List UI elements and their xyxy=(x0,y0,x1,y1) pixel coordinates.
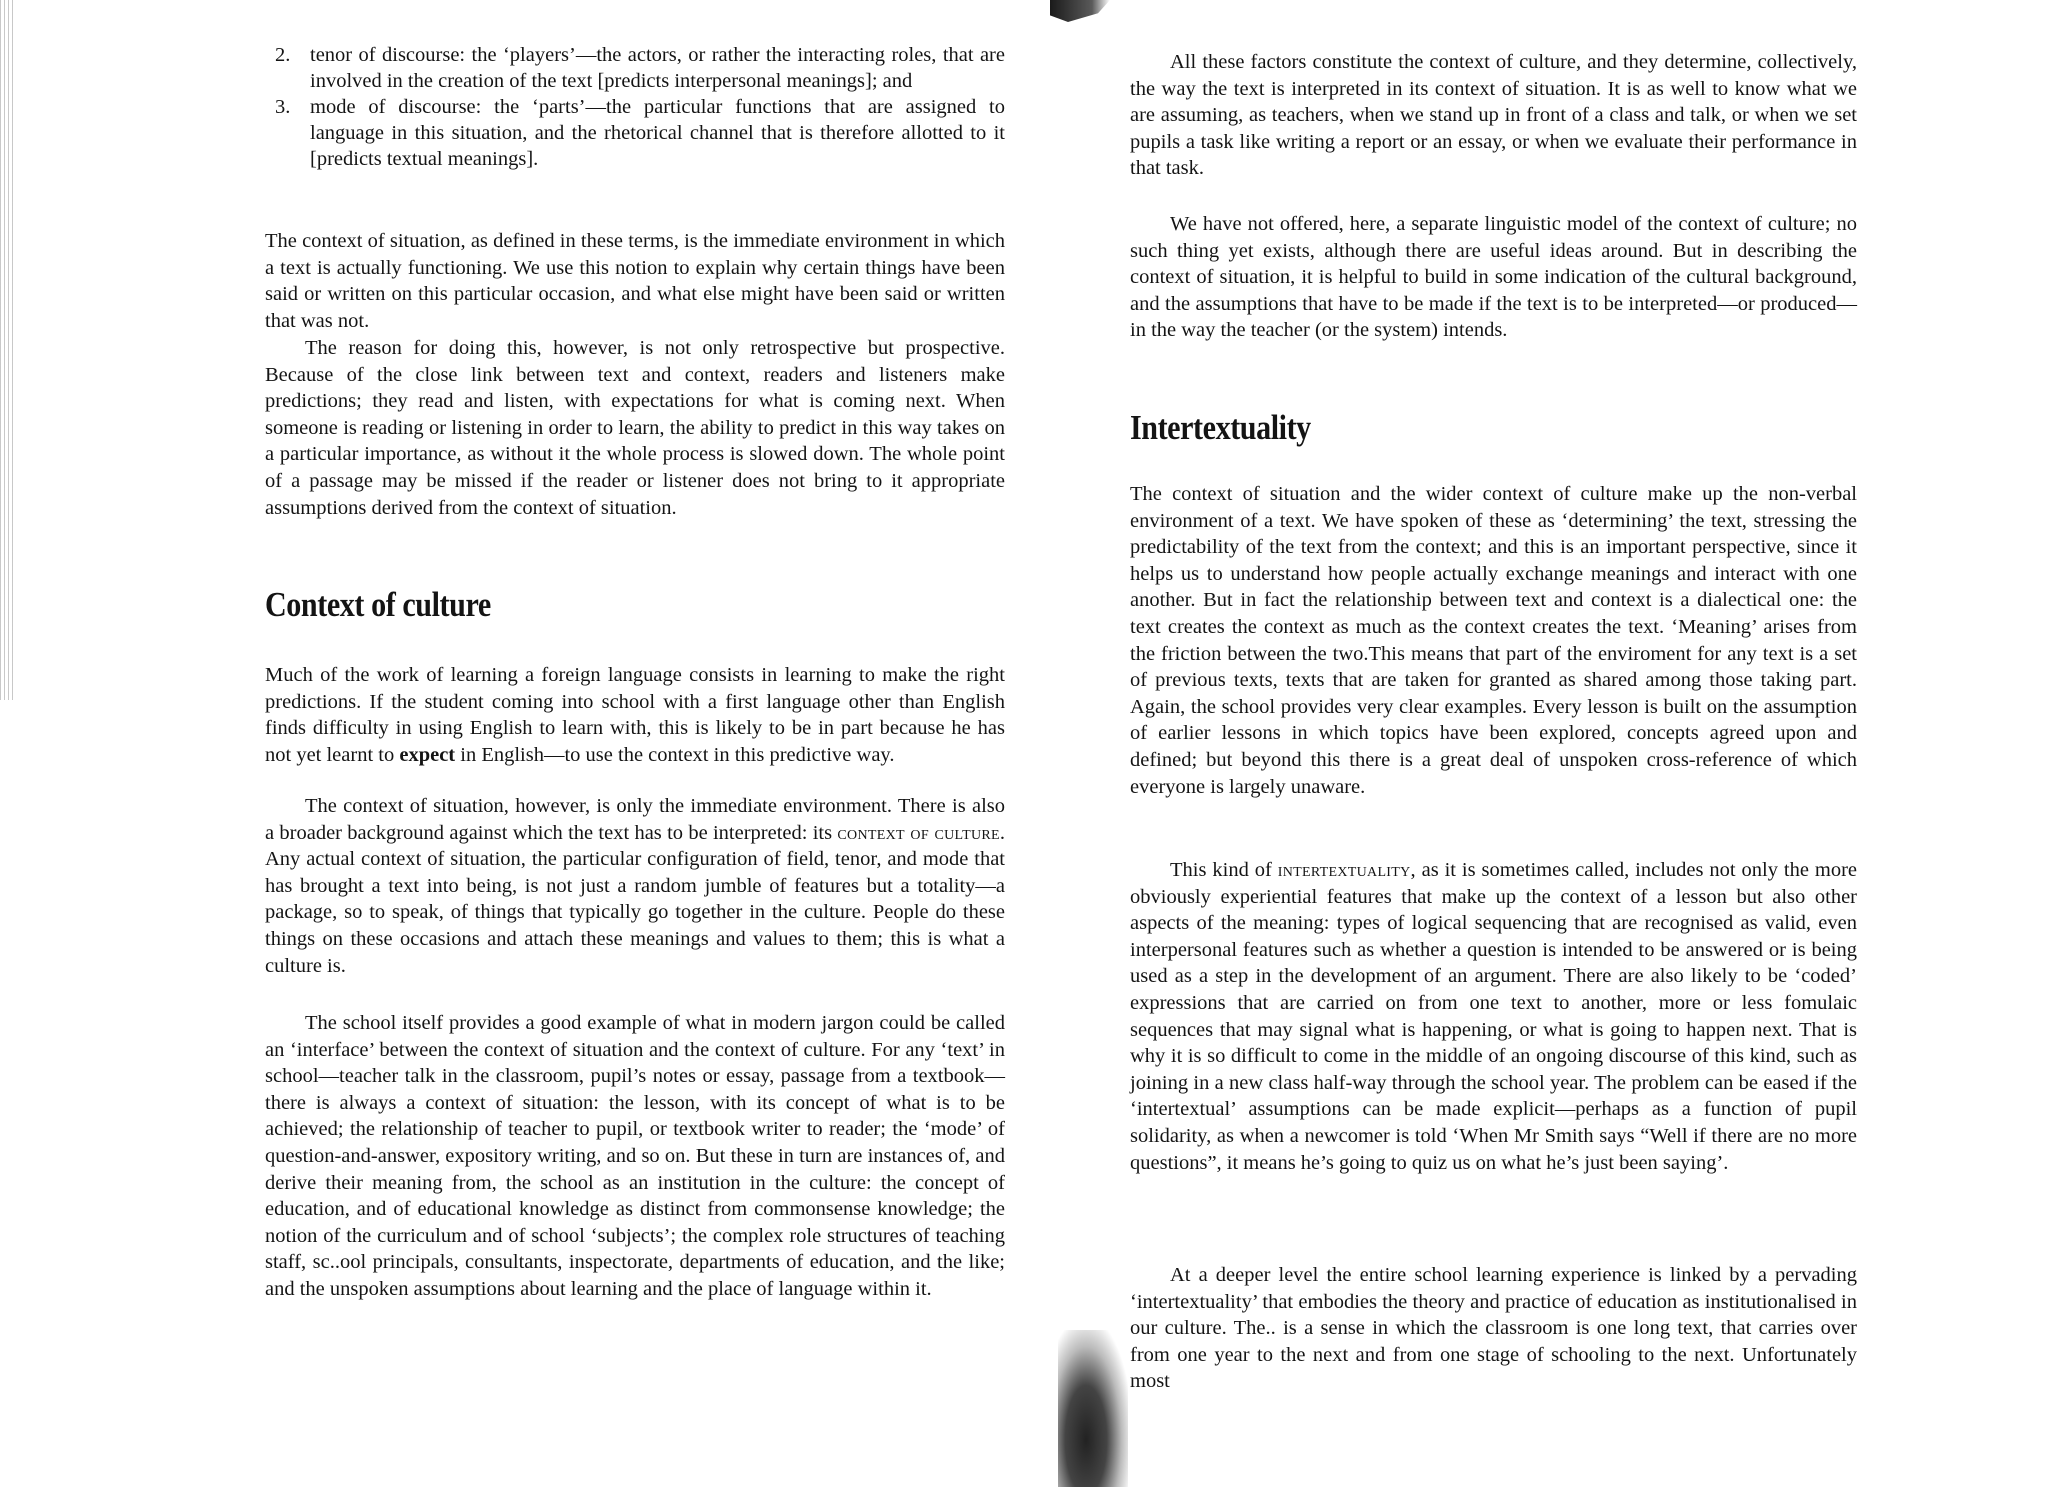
paragraph-deeper-level: At a deeper level the entire school learning experience is linked by a pervading ‘intertextuality’ that embodies the theory and practice of education as institutionalised in our culture. The.. is a sense in which the classroom is one long text, that carries over from one year to the next and from one stage of schooling to the next. Unfortunately most xyxy=(1130,1264,1857,1393)
list-item-3 xyxy=(265,94,1005,172)
list-item-2 xyxy=(265,42,1005,94)
paragraph-foreign-language: Much of the work of learning a foreign language consists in learning to make the right predictions. If the student coming into school with a first language other than English finds difficulty in using English to learn with, this is likely to be in part because he has not yet learnt to expect in English—to use the context in this predictive way. xyxy=(265,664,1005,766)
paragraph-context-of-situation: The context of situation, as defined in these terms, is the immediate environment in which a text is actually functioning. We use this notion to explain why certain things have been said or written on this particular occasion, and what else might have been said or written that was not. xyxy=(265,230,1005,332)
heading-context-of-culture: Context of culture xyxy=(265,585,491,624)
paragraph-non-verbal-environment: The context of situation and the wider context of culture make up the non-verbal environment of a text. We have spoken of these as ‘determining’ the text, stressing the predictability of the text from the context; and this is an important perspective, since it helps us to understand how people actually exchange meanings and interact with one another. But in fact the relationship between text and context is a dialectical one: the text creates the context as much as the context creates the text. ‘Meaning’ arises from the friction between the two.This means that part of the enviroment for any text is a set of previous texts, texts that are taken for granted as shared among those taking part. Again, the school provides very clear examples. Every lesson is built on the assumption of earlier lessons in which topics have been explored, concepts agreed upon and defined; but beyond this there is a great deal of unspoken cross-reference of which everyone is largely unaware. xyxy=(1130,483,1857,798)
heading-intertextuality: Intertextuality xyxy=(1130,408,1311,447)
emphasis-expect: expect xyxy=(399,743,456,766)
paragraph-broader-background: The context of situation, however, is only the immediate environment. There is also a broader background against which the text has to be interpreted: its context of culture. Any actual context of situation, the particular configuration of field, tenor, and mode that has brought a text into being, is not just a random jumble of features but a totality—a package, so to speak, of things that typically go together in the culture. People do these things on these occasions and attach these meanings and values to them; this is what a culture is. xyxy=(265,795,1006,977)
list-number: 3. xyxy=(275,96,291,118)
gutter-smudge xyxy=(1058,1330,1128,1487)
paragraph-school-interface: The school itself provides a good example of what in modern jargon could be called an ‘interface’ between the context of situation and the context of culture. For any ‘text’ in school—teacher talk in the classroom, pupil’s notes or essay, passage from a textbook—there is always a context of situation: the lesson, with its concept of what is to be achieved; the relationship of teacher to pupil, or textbook writer to reader; the ‘mode’ of question-and-answer, expository writing, and so on. But these in turn are instances of, and derive their meaning from, the school as an institution in the culture: the concept of education, and of educational knowledge as distinct from commonsense knowledge; the notion of the curriculum and of school ‘subjects’; the complex role structures of teaching staff, sc..ool principals, consultants, inspectorate, departments of education, and the like; and the unspoken assumptions about learning and the place of language within it. xyxy=(265,1012,1005,1300)
page-edge-shadow xyxy=(0,0,14,700)
gutter-ink-mark xyxy=(1050,0,1110,22)
term-intertextuality: intertextuality xyxy=(1277,859,1411,881)
paragraph-prediction: The reason for doing this, however, is not only retrospective but prospective. Because of the close link between text and context, readers and listeners make predictions; they read and listen, with expectations for what is coming next. When someone is reading or listening in order to learn, the ability to predict in this way takes on a particular importance, as without it the whole process is slowed down. The whole point of a passage may be missed if the reader or listener does not bring to it appropriate assumptions derived from the context of situation. xyxy=(265,337,1005,519)
term-context-of-culture: context of culture xyxy=(837,821,1000,844)
list-item-text: mode of discourse: the ‘parts’—the particular functions that are assigned to language in this situation, and the rhetorical channel that is therefore allotted to it [predicts textual meanings]. xyxy=(310,96,1005,170)
paragraph-intertextuality: This kind of intertextuality, as it is sometimes called, includes not only the more obviously experiential features that make up the context of a lesson but also other aspects of the meaning: types of logical sequencing that are recognised as valid, even interpersonal features such as whether a question is intended to be answered or is being used as a step in the development of an argument. There are also likely to be ‘coded’ expressions that are carried on from one text to another, more or less fomulaic sequences that may signal what is happening, or what is going to happen next. That is why it is so difficult to come in the middle of an ongoing discourse of this kind, such as joining in a new class half-way through the school year. The problem can be eased if the ‘intertextual’ assumptions can be made explicit—perhaps as a function of pupil solidarity, as when a newcomer is told ‘When Mr Smith says “Well if there are no more questions”, it means he’s going to quiz us on what he’s just been saying’. xyxy=(1130,859,1858,1174)
numbered-list xyxy=(265,42,1005,172)
paragraph-linguistic-model: We have not offered, here, a separate linguistic model of the context of culture; no such thing yet exists, although there are useful ideas around. But in describing the context of situation, it is helpful to build in some indication of the cultural background, and the assumptions that have to be made if the text is to be interpreted—or produced—in the way the teacher (or the system) intends. xyxy=(1130,213,1857,342)
paragraph-factors: All these factors constitute the context of culture, and they determine, collectively, the way the text is interpreted in its context of situation. It is as well to know what we are assuming, as teachers, when we stand up in front of a class and talk, or when we set pupils a task like writing a report or an essay, or when we evaluate their performance in that task. xyxy=(1130,51,1857,180)
list-item-text: tenor of discourse: the ‘players’—the actors, or rather the interacting roles, that are involved in the creation of the text [predicts interpersonal meanings]; and xyxy=(310,44,1005,92)
list-number: 2. xyxy=(275,44,291,66)
